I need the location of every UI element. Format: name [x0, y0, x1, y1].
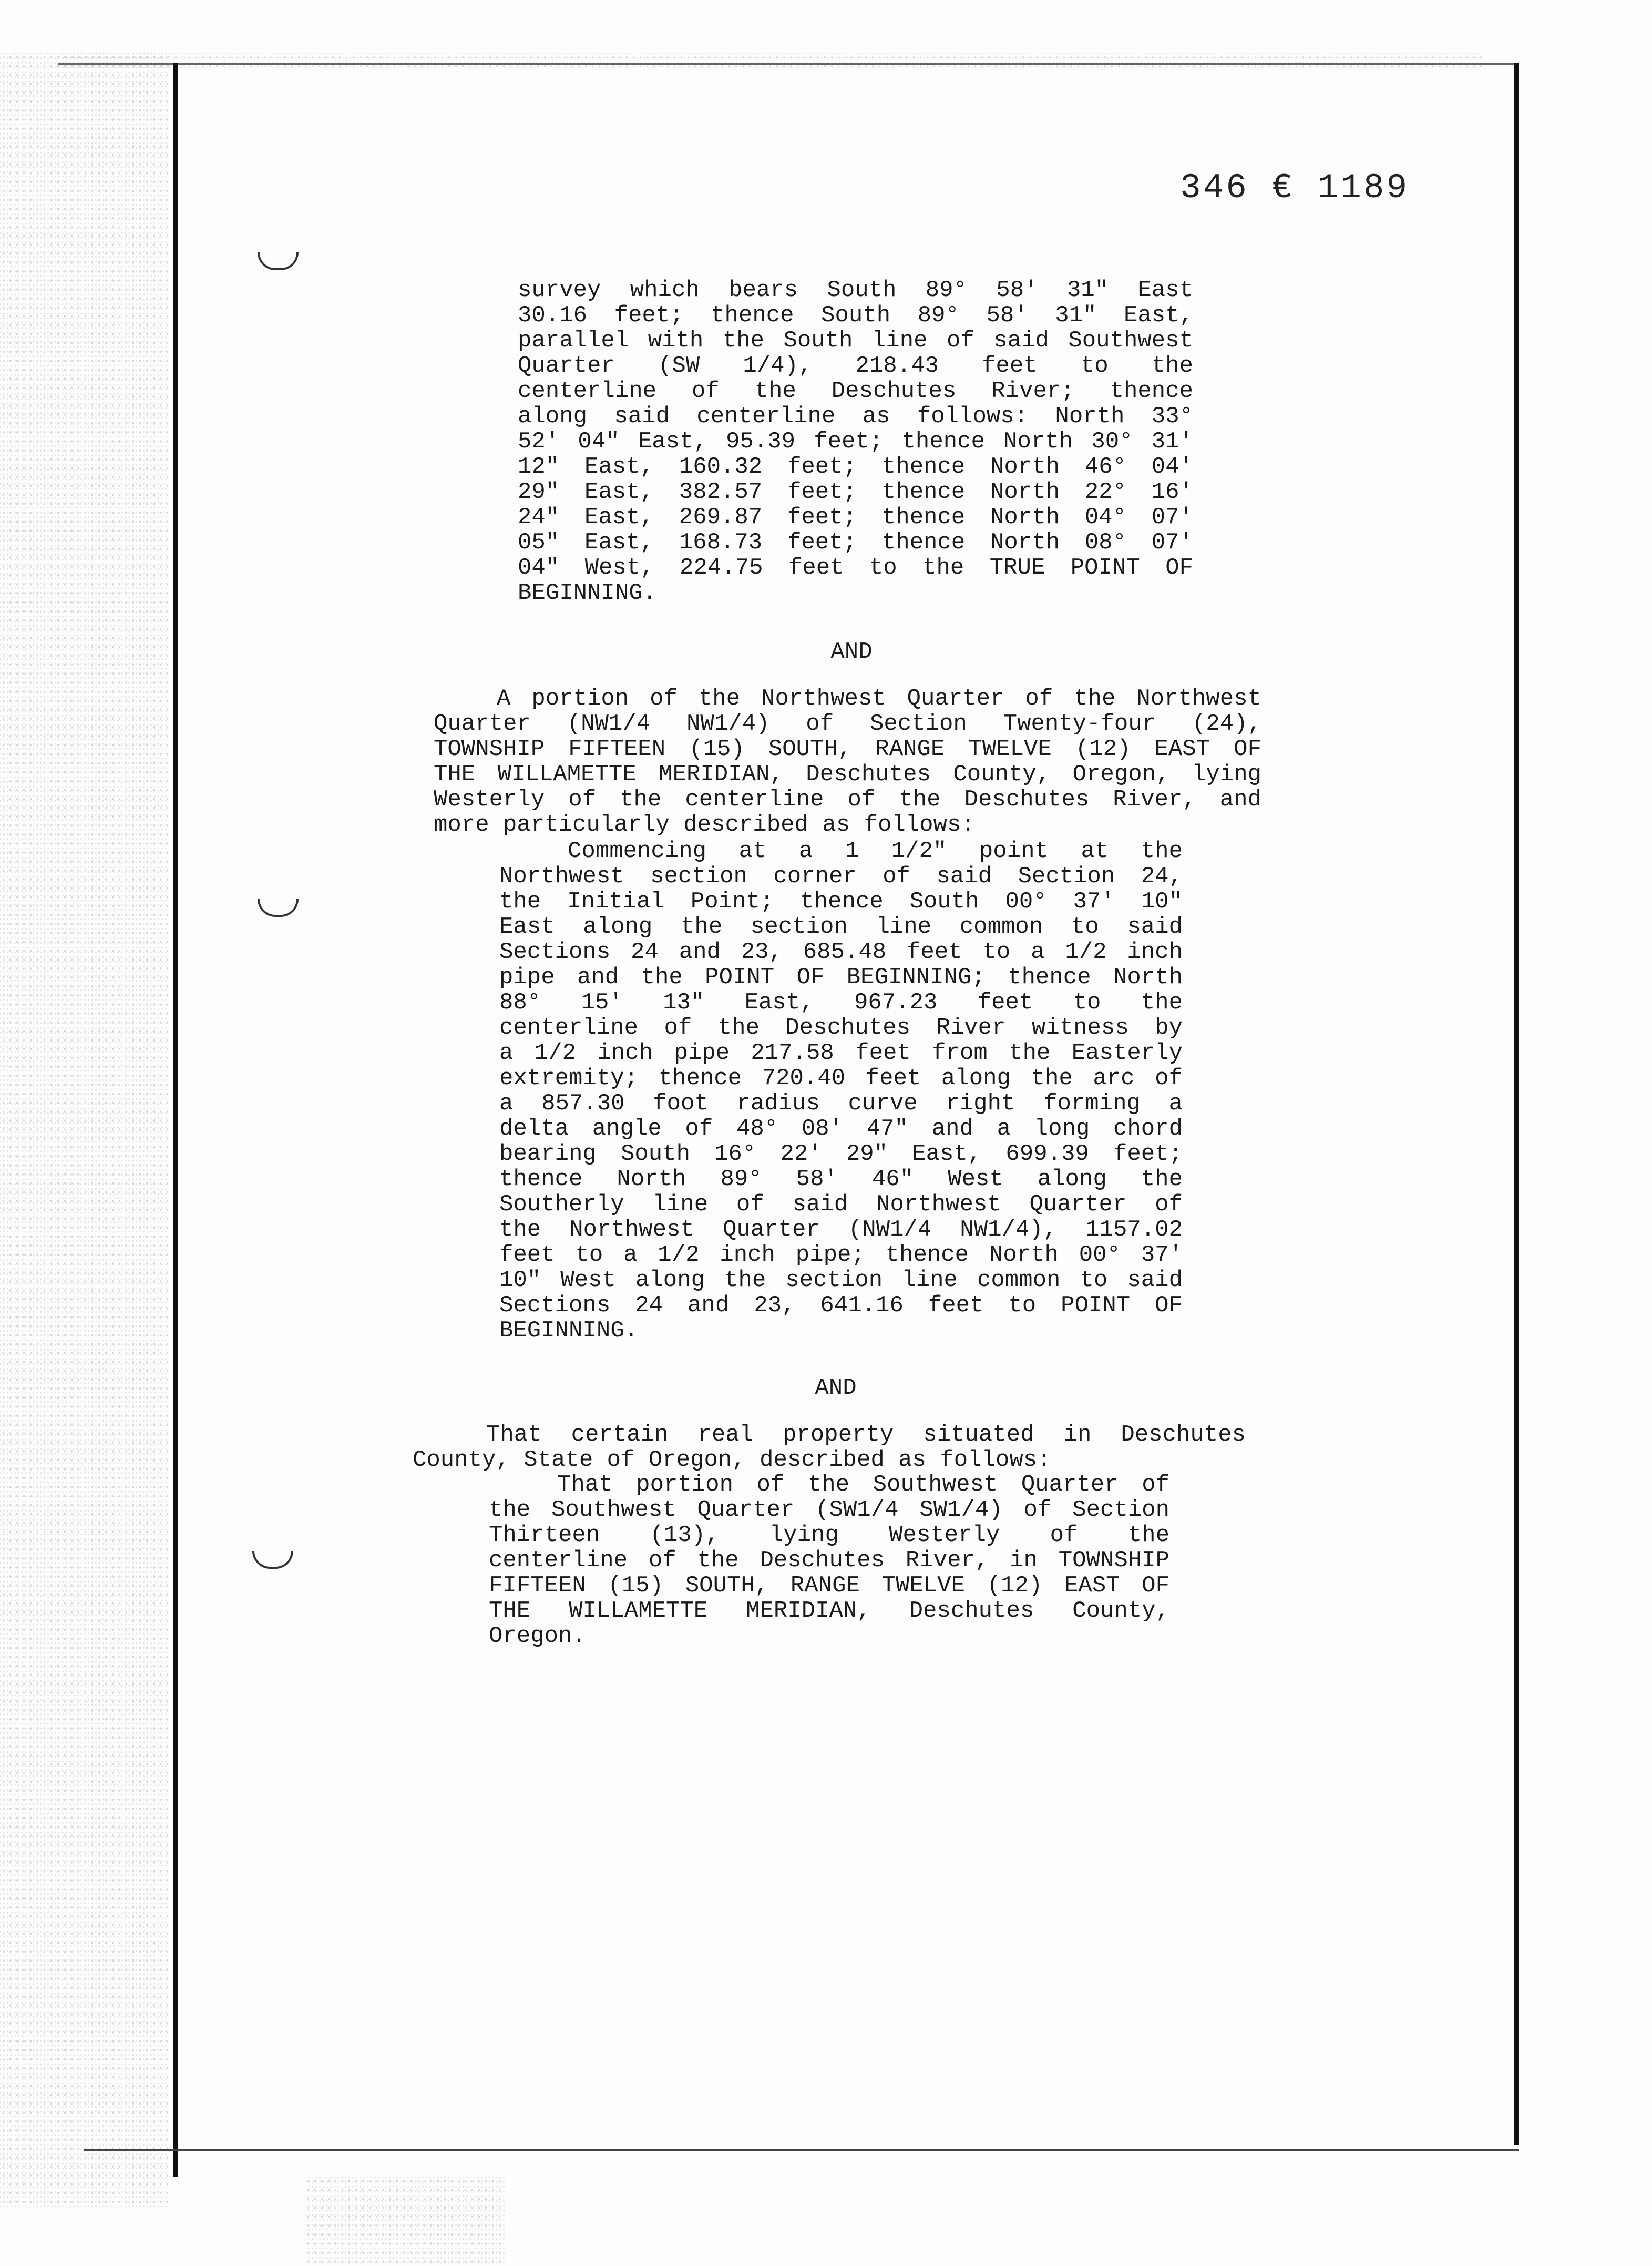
scan-noise-top — [63, 53, 1482, 68]
text-line: pipe and the POINT OF BEGINNING; thence North — [499, 964, 1183, 991]
scan-noise-left-margin — [0, 53, 168, 2208]
separator-and-2: AND — [815, 1375, 857, 1401]
text-line: Commencing at a 1 1/2" point at the — [568, 838, 1183, 864]
text-line: BEGINNING. — [518, 580, 657, 606]
text-line: centerline of the Deschutes River witness by — [499, 1015, 1183, 1041]
separator-and-1: AND — [830, 639, 873, 665]
text-line: 88° 15' 13" East, 967.23 feet to the — [499, 989, 1183, 1016]
text-line: feet to a 1/2 inch pipe; thence North 00° 37' — [499, 1242, 1183, 1268]
text-line: That certain real property situated in Deschutes — [486, 1422, 1246, 1448]
binder-hole-mark — [258, 252, 299, 270]
text-line: extremity; thence 720.40 feet along the arc of — [499, 1065, 1183, 1091]
text-line: centerline of the Deschutes River; thence — [518, 378, 1193, 404]
text-line: 10" West along the section line common to said — [499, 1267, 1183, 1293]
text-line: centerline of the Deschutes River, in TOWNSHIP — [489, 1547, 1169, 1574]
legal-description-paragraph-4 — [413, 1422, 1246, 1473]
book-page-number: 346 € 1189 — [1180, 168, 1410, 208]
text-line: 04" West, 224.75 feet to the TRUE POINT OF — [518, 555, 1193, 581]
page-border-bottom — [84, 2149, 1519, 2151]
text-line: delta angle of 48° 08' 47" and a long chord — [499, 1116, 1183, 1142]
binder-hole-mark — [252, 1551, 293, 1569]
page-border-top — [58, 63, 1519, 65]
text-line: FIFTEEN (15) SOUTH, RANGE TWELVE (12) EAST OF — [489, 1573, 1169, 1599]
text-line: 52' 04" East, 95.39 feet; thence North 30° 31' — [518, 428, 1193, 455]
text-line: Thirteen (13), lying Westerly of the — [489, 1522, 1169, 1548]
scan-noise-bottom — [305, 2177, 505, 2266]
text-line: County, State of Oregon, described as follows: — [413, 1447, 1051, 1473]
legal-description-paragraph-2 — [434, 686, 1261, 838]
text-line: survey which bears South 89° 58' 31" East — [518, 277, 1193, 303]
legal-description-paragraph-1 — [518, 278, 1193, 606]
legal-description-paragraph-5 — [489, 1472, 1169, 1649]
text-line: the Initial Point; thence South 00° 37' 10" — [499, 889, 1183, 915]
text-line: parallel with the South line of said Southwest — [518, 328, 1193, 354]
text-line: BEGINNING. — [499, 1318, 639, 1344]
text-line: THE WILLAMETTE MERIDIAN, Deschutes County, Oregon, lying — [434, 761, 1261, 788]
page-border-right — [1514, 63, 1519, 2145]
text-line: 05" East, 168.73 feet; thence North 08° 07' — [518, 529, 1193, 556]
text-line: a 857.30 foot radius curve right forming a — [499, 1090, 1183, 1117]
text-line: THE WILLAMETTE MERIDIAN, Deschutes County, — [489, 1598, 1169, 1624]
text-line: TOWNSHIP FIFTEEN (15) SOUTH, RANGE TWELVE (12) EAST OF — [434, 736, 1261, 762]
text-line: a 1/2 inch pipe 217.58 feet from the Easterly — [499, 1040, 1183, 1066]
text-line: Westerly of the centerline of the Deschutes River, and — [434, 787, 1261, 813]
text-line: more particularly described as follows: — [434, 812, 975, 838]
text-line: Quarter (NW1/4 NW1/4) of Section Twenty-four (24), — [434, 711, 1261, 737]
text-line: 24" East, 269.87 feet; thence North 04° 07' — [518, 504, 1193, 530]
text-line: Southerly line of said Northwest Quarter of — [499, 1191, 1183, 1218]
text-line: the Northwest Quarter (NW1/4 NW1/4), 1157.02 — [499, 1217, 1183, 1243]
text-line: 29" East, 382.57 feet; thence North 22° 16' — [518, 479, 1193, 505]
text-line: Quarter (SW 1/4), 218.43 feet to the — [518, 353, 1193, 379]
legal-description-paragraph-3 — [499, 839, 1183, 1343]
binder-hole-mark — [258, 899, 299, 917]
text-line: A portion of the Northwest Quarter of the Northwest — [497, 686, 1261, 712]
text-line: Sections 24 and 23, 685.48 feet to a 1/2 inch — [499, 939, 1183, 965]
text-line: Northwest section corner of said Section 24, — [499, 863, 1183, 890]
text-line: thence North 89° 58' 46" West along the — [499, 1166, 1183, 1192]
text-line: 12" East, 160.32 feet; thence North 46° 04' — [518, 454, 1193, 480]
text-line: along said centerline as follows: North 33° — [518, 403, 1193, 430]
text-line: bearing South 16° 22' 29" East, 699.39 feet; — [499, 1141, 1183, 1167]
text-line: Sections 24 and 23, 641.16 feet to POINT OF — [499, 1292, 1183, 1319]
text-line: That portion of the Southwest Quarter of — [557, 1472, 1169, 1498]
text-line: the Southwest Quarter (SW1/4 SW1/4) of Section — [489, 1497, 1169, 1523]
text-line: East along the section line common to said — [499, 914, 1183, 940]
text-line: Oregon. — [489, 1623, 586, 1649]
text-line: 30.16 feet; thence South 89° 58' 31" East, — [518, 302, 1193, 329]
page-border-left — [173, 63, 178, 2177]
